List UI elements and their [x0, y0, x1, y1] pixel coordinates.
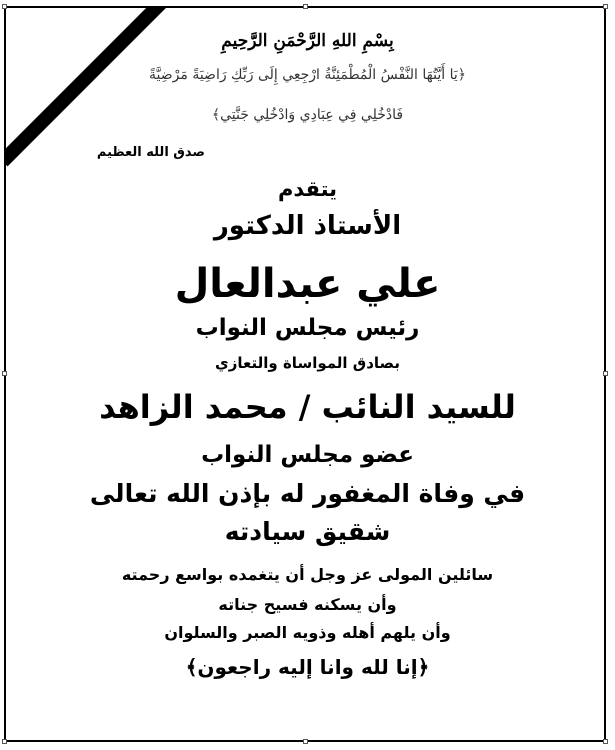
resize-handle-middle-right[interactable]	[603, 371, 608, 376]
sender-position: رئيس مجلس النواب	[195, 315, 420, 341]
resize-handle-top-center[interactable]	[303, 4, 308, 9]
resize-handle-bottom-right[interactable]	[603, 739, 608, 744]
sender-title: الأستاذ الدكتور	[213, 211, 402, 241]
closing-verse: ﴿إنا لله وانا إليه راجعون﴾	[185, 655, 430, 679]
resize-handle-middle-left[interactable]	[2, 371, 7, 376]
resize-handle-bottom-center[interactable]	[303, 739, 308, 744]
resize-handle-bottom-left[interactable]	[2, 739, 7, 744]
prayer-line-2: وأن يسكنه فسيح جناته	[218, 595, 397, 614]
relation-text: شقيق سيادته	[224, 517, 391, 546]
presents-heading: يتقدم	[277, 177, 338, 201]
quran-verse-line-2: فَادْخُلِي فِي عِبَادِي وَادْخُلِي جَنَّتِي﴾	[211, 107, 404, 123]
condolence-phrase: بصادق المواساة والتعازي	[215, 354, 400, 372]
prayer-line-1: سائلين المولى عز وجل أن يتغمده بواسع رحمته	[121, 565, 494, 584]
resize-handle-top-left[interactable]	[2, 4, 7, 9]
resize-handle-top-right[interactable]	[603, 4, 608, 9]
prayer-line-3: وأن يلهم أهله وذويه الصبر والسلوان	[164, 623, 451, 642]
sender-name: علي عبدالعال	[174, 261, 441, 307]
recipient-position: عضو مجلس النواب	[201, 442, 414, 468]
quran-verse-line-1: ﴿يَا أَيَّتُهَا النَّفْسُ الْمُطْمَئِنَّةُ ارْجِعِي إِلَى رَبِّكِ رَاضِيَةً مَرْضِيَّةً	[149, 67, 466, 83]
mourning-ribbon	[4, 6, 184, 166]
basmala: بِسْمِ اللهِ الرَّحْمَنِ الرَّحِيمِ	[221, 31, 394, 51]
recipient-name: للسيد النائب / محمد الزاهد	[99, 388, 516, 426]
sadaq-allah: صدق الله العظيم	[96, 145, 205, 160]
occasion-text: في وفاة المغفور له بإذن الله تعالى	[89, 479, 526, 508]
